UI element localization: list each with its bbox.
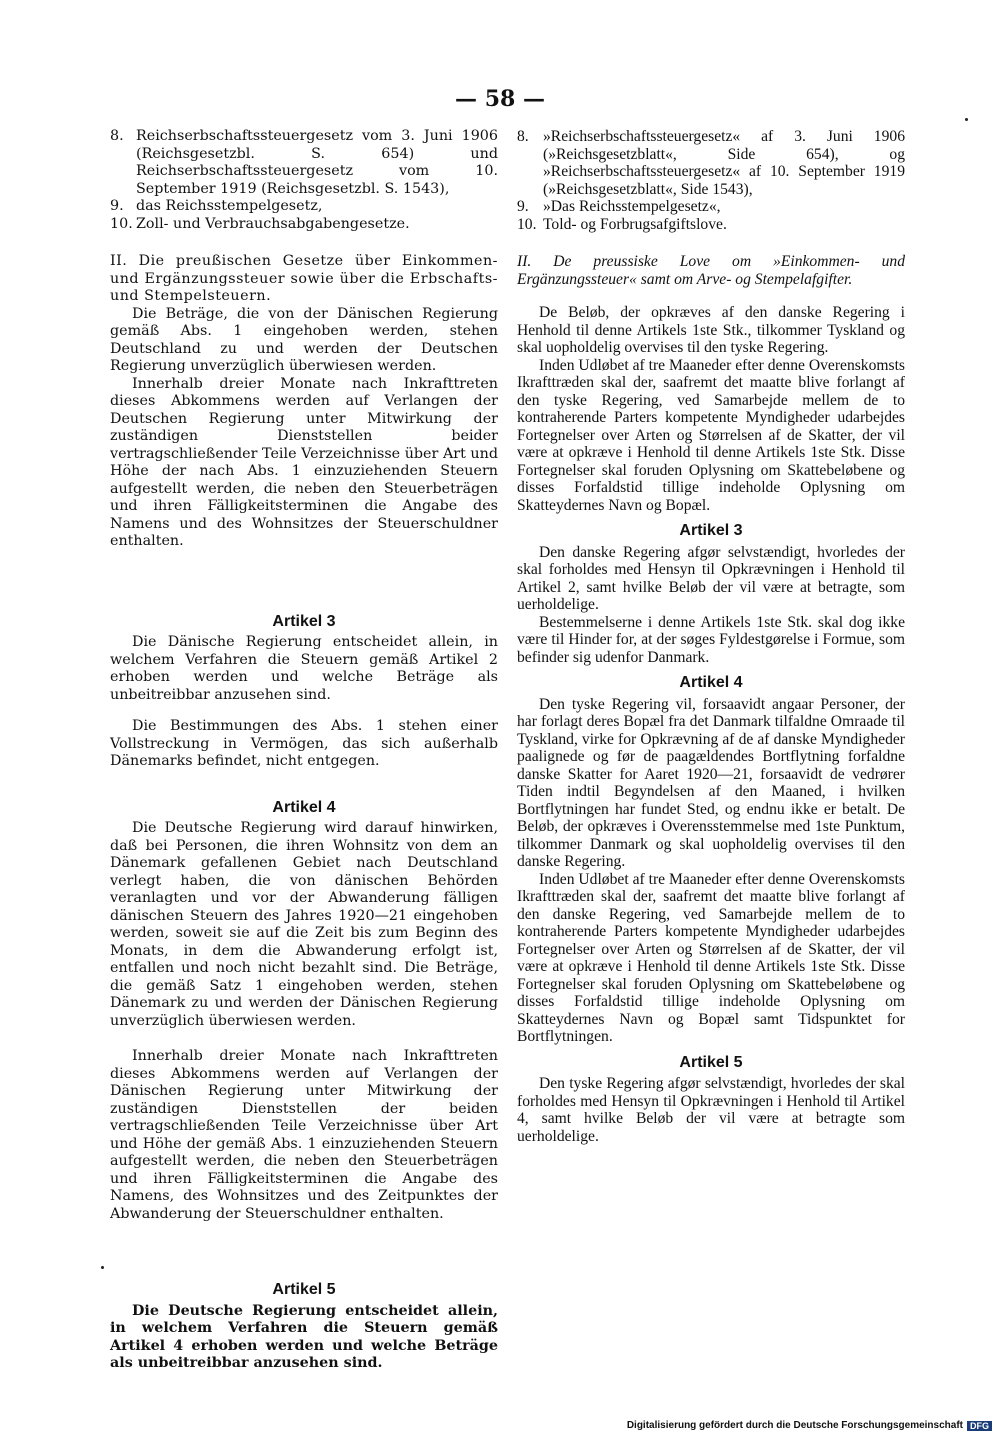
paragraph: Inden Udløbet af tre Maaneder efter denne Overenskomsts Ikrafttræden skal der, saafremt det maatte blive forlangt af den tyske Regering, ved Samarbejde mellem de to kontraherende Parters kompetente Myndigheder udarbejdes Fortegnelser over Arten og Størrelsen af de Skatter, der vil være at opkræve i Henhold til denne Artikels 1ste Stk. Disse Fortegnelser skal foruden Oplysning om Skattebeløbene og disses Forfaldstid tillige indeholde Oplysning om Skatteydernes Navn og Bopæl. xyxy=(517,356,905,514)
footer-text: Digitalisierung gefördert durch die Deutsche Forschungsgemeinschaft xyxy=(626,1420,963,1431)
paragraph: Den danske Regering afgør selvstændigt, hvorledes der skal forholdes med Hensyn til Opkrævningen i Henhold til Artikel 2, samt hvilke Beløb der vil være at betragte, som uerholdelige. xyxy=(517,543,905,613)
paragraph: Den tyske Regering vil, forsaavidt angaar Personer, der har forlagt deres Bopæl fra det Danmark tilfaldne Omraade til Tyskland, virke for Opkrævning af de af danske Myndigheder paalignede og før de paagældendes Bortflytning forfaldne danske Skatter for Aaret 1920—21, forsaavidt de vedrører Tiden indtil Begyndelsen af den Maaned, i hvilken Bortflytningen har fundet Sted, og endnu ikke er betalt. De Beløb, der opkræves i Overensstemmelse med 1ste Punktum, tilkommer Danmark og skal uopholdelig overvises til den danske Regering. xyxy=(517,695,905,870)
item-number: 8. xyxy=(517,128,529,145)
article-5-heading: Artikel 5 xyxy=(679,1053,743,1071)
list-item xyxy=(110,198,498,216)
item-number: 9. xyxy=(110,198,124,214)
paragraph: Innerhalb dreier Monate nach Inkrafttreten dieses Abkommens werden auf Verlangen der Dänischen Regierung unter Mitwirkung der zuständigen Dienststellen der beiden vertragschließenden Teile Verzeichnisse über Art und Höhe der gemäß Abs. 1 einzuziehenden Steuern aufgestellt werden, die neben den Steuerbeträgen und ihren Fälligkeitsterminen die Angabe des Namens, des Wohnsitzes und des Zeitpunktes der Abwanderung der Steuerschuldner enthalten. xyxy=(110,1048,498,1222)
item-text: »Reichserbschaftssteuergesetz« af 3. Juni 1906 (»Reichsgesetzblatt«, Side 654), og »Reichserbschaftssteuergesetz« af 10. September 1919 (»Reichsgesetzblatt«, Side 1543), xyxy=(543,128,905,198)
paragraph: Die Deutsche Regierung entscheidet allein, in welchem Verfahren die Steuern gemäß Artikel 4 erhoben werden und welche Beträge als unbeitreibbar anzusehen sind. xyxy=(110,1302,498,1371)
item-text: Zoll- und Verbrauchsabgabengesetze. xyxy=(136,215,410,232)
item-text: das Reichsstempelgesetz, xyxy=(136,198,323,214)
list-item xyxy=(517,198,905,216)
paragraph: Innerhalb dreier Monate nach Inkrafttreten dieses Abkommens werden auf Verlangen der Deutschen Regierung unter Mitwirkung der zuständigen Dienststellen beider vertragschließender Teile Verzeichnisse über Art und Höhe der nach Abs. 1 einzuziehenden Steuern aufgestellt werden, die neben den Steuerbeträgen und ihren Fälligkeitsterminen die Angabe des Namens und des Wohnsitzes der Steuerschuldner enthalten. xyxy=(110,375,498,549)
dfg-logo: DFG xyxy=(967,1421,992,1431)
speck-mark xyxy=(965,118,968,121)
paragraph: Die Bestimmungen des Abs. 1 stehen einer Vollstreckung in Vermögen, das sich außerhalb Dänemarks befindet, nicht entgegen. xyxy=(110,718,498,769)
page-number: — 58 — xyxy=(455,86,545,112)
item-number: 10. xyxy=(517,215,537,233)
paragraph: Die Beträge, die von der Dänischen Regierung gemäß Abs. 1 eingehoben werden, stehen Deutschland zu und werden der Deutschen Regierung unverzüglich überwiesen werden. xyxy=(110,305,498,374)
section-heading: II. Die preußischen Gesetze über Einkommen- und Ergänzungssteuer sowie über die Erbschafts- und Stempelsteuern. xyxy=(110,253,498,304)
item-number: 8. xyxy=(110,128,124,144)
list-item xyxy=(110,128,498,198)
paragraph: Inden Udløbet af tre Maaneder efter denne Overenskomsts Ikrafttræden skal der, saafremt det maatte blive forlangt af den danske Regering, ved Samarbejde mellem de to kontraherende Parters kompetente Myndigheder udarbejdes Fortegnelser over Arten og Størrelsen af de Skatter, der vil være at opkræve i Henhold til denne Artikels 1ste Stk. Disse Fortegnelser skal foruden Oplysning om Skattebeløbene og disses Forfaldstid tillige indeholde Oplysning om Skatteydernes Navn og Bopæl samt Tidspunktet for Bortflytningen. xyxy=(517,870,905,1045)
paragraph: Bestemmelserne i denne Artikels 1ste Stk. skal dog ikke være til Hinder for, at der søges Fyldestgørelse i Formue, som befinder sig udenfor Danmark. xyxy=(517,613,905,666)
item-text: Reichserbschaftssteuergesetz vom 3. Juni 1906 (Reichsgesetzbl. S. 654) und Reichserbschaftssteuergesetz vom 10. September 1919 (Reichsgesetzbl. S. 1543), xyxy=(136,128,498,197)
item-number: 10. xyxy=(110,215,133,232)
section-heading: II. De preussiske Love om »Einkommen- und Ergänzungssteuer« samt om Arve- og Stempelafgifter. xyxy=(517,253,905,288)
item-number: 9. xyxy=(517,198,529,215)
item-text: Told- og Forbrugsafgiftslove. xyxy=(543,215,727,233)
paragraph: Den tyske Regering afgør selvstændigt, hvorledes der skal forholdes med Hensyn til Opkrævningen i Henhold til Artikel 4, samt hvilke Beløb der vil være at betragte som uerholdelige. xyxy=(517,1075,905,1145)
list-item xyxy=(110,216,498,234)
article-4-heading: Artikel 4 xyxy=(679,674,743,691)
paragraph: Die Deutsche Regierung wird darauf hinwirken, daß bei Personen, die ihren Wohnsitz von dem an Dänemark gefallenen Gebiet nach Deutschland verlegt haben, die von dänischen Behörden veranlagten und vor der Abwanderung fälligen dänischen Steuern des Jahres 1920—21 eingehoben werden, soweit sie auf die Zeit bis zum Beginn des Monats, in dem die Abwanderung erfolgt ist, entfallen und noch nicht bezahlt sind. Die Beträge, die gemäß Satz 1 eingehoben werden, stehen Dänemark zu und werden der Dänischen Regierung unverzüglich überwiesen werden. xyxy=(110,820,498,1029)
article-4-heading: Artikel 4 xyxy=(272,798,336,816)
danish-column xyxy=(517,128,905,1145)
list-item xyxy=(517,216,905,234)
list-item xyxy=(517,128,905,198)
paragraph: De Beløb, der opkræves af den danske Regering i Henhold til denne Artikels 1ste Stk., tilkommer Tyskland og skal uopholdelig overvises til den tyske Regering. xyxy=(517,304,905,356)
article-3-heading: Artikel 3 xyxy=(679,522,743,539)
article-3-heading: Artikel 3 xyxy=(272,612,336,630)
article-5-heading: Artikel 5 xyxy=(272,1281,336,1298)
paragraph: Die Dänische Regierung entscheidet allein, in welchem Verfahren die Steuern gemäß Artikel 2 erhoben werden und welche Beträge als unbeitreibbar anzusehen sind. xyxy=(110,634,498,703)
item-text: »Das Reichsstempelgesetz«, xyxy=(543,198,721,215)
german-column xyxy=(110,128,498,1373)
footer xyxy=(627,1420,992,1431)
speck-mark xyxy=(101,1266,104,1269)
